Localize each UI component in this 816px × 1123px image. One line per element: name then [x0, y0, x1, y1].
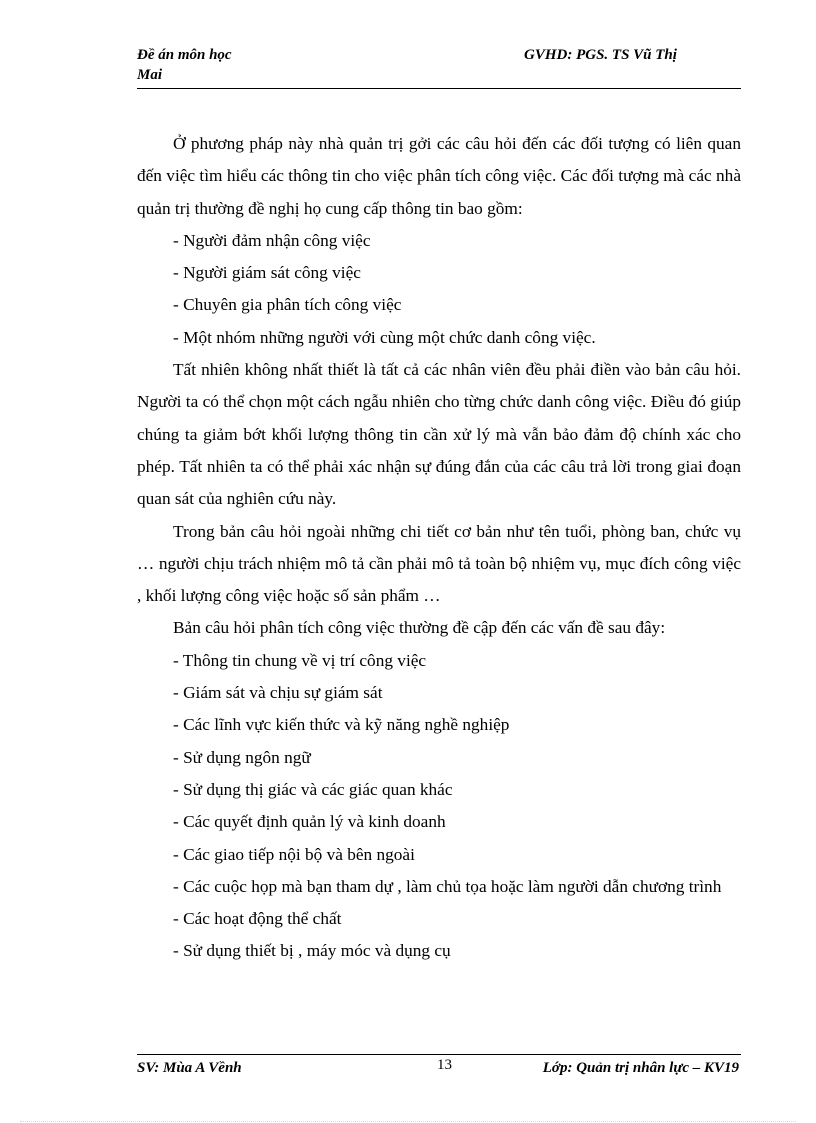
page-header — [137, 46, 741, 89]
list-item: - Người giám sát công việc — [173, 263, 361, 283]
student-name: SV: Mùa A Vềnh — [137, 1060, 242, 1076]
list-item: - Sử dụng thiết bị , máy móc và dụng cụ — [173, 941, 451, 961]
list-item: - Sử dụng thị giác và các giác quan khác — [173, 779, 453, 799]
list-item: - Chuyên gia phân tích công việc — [173, 295, 402, 315]
page-footer — [137, 1054, 741, 1079]
list-item: - Các quyết định quản lý và kinh doanh — [173, 812, 446, 832]
paragraph-topics-intro: Bản câu hỏi phân tích công việc thường đề cập đến các vấn đề sau đây: — [173, 618, 666, 638]
paragraph-contents: Trong bản câu hỏi ngoài những chi tiết cơ bản như tên tuổi, phòng ban, chức vụ … người chịu trách nhiệm mô tả cần phải mô tả toàn bộ nhiệm vụ, mục đích công việc , khối lượng công việc hoặc số sản phẩm … — [137, 521, 741, 606]
list-item: - Một nhóm những người với cùng một chức danh công việc. — [173, 327, 596, 347]
list-item: - Các cuộc họp mà bạn tham dự , làm chủ tọa hoặc làm người dẫn chương trình — [173, 876, 722, 896]
course-title: Đề án môn học — [137, 47, 232, 63]
document-body — [137, 128, 741, 968]
advisor-name: GVHD: PGS. TS Vũ Thị — [524, 47, 677, 63]
list-item: - Giám sát và chịu sự giám sát — [173, 683, 383, 703]
list-item: - Các hoạt động thể chất — [173, 909, 342, 929]
list-item: - Thông tin chung về vị trí công việc — [173, 650, 427, 670]
advisor-name-continued: Mai — [137, 67, 163, 83]
page-number: 13 — [437, 1057, 452, 1073]
page-bottom-divider — [20, 1121, 796, 1122]
list-item: - Người đảm nhận công việc — [173, 230, 371, 250]
class-name: Lớp: Quản trị nhân lực – KV19 — [542, 1060, 739, 1076]
paragraph-intro: Ở phương pháp này nhà quản trị gởi các câu hỏi đến các đối tượng có liên quan đến việc tìm hiểu các thông tin cho việc phân tích công việc. Các đối tượng mà các nhà quản trị thường đề nghị họ cung cấp thông tin bao gồm: — [137, 134, 741, 218]
list-item: - Các lĩnh vực kiến thức và kỹ năng nghề nghiệp — [173, 715, 510, 735]
list-item: - Các giao tiếp nội bộ và bên ngoài — [173, 844, 415, 864]
paragraph-sampling: Tất nhiên không nhất thiết là tất cả các nhân viên đều phải điền vào bản câu hỏi. Người ta có thể chọn một cách ngẫu nhiên cho từng chức danh công việc. Điều đó giúp chúng ta giảm bớt khối lượng thông tin cần xử lý mà vẫn bảo đảm độ chính xác cho phép. Tất nhiên ta có thể phải xác nhận sự đúng đắn của các câu trả lời trong giai đoạn quan sát của nghiên cứu này. — [137, 360, 741, 509]
list-item: - Sử dụng ngôn ngữ — [173, 747, 311, 767]
